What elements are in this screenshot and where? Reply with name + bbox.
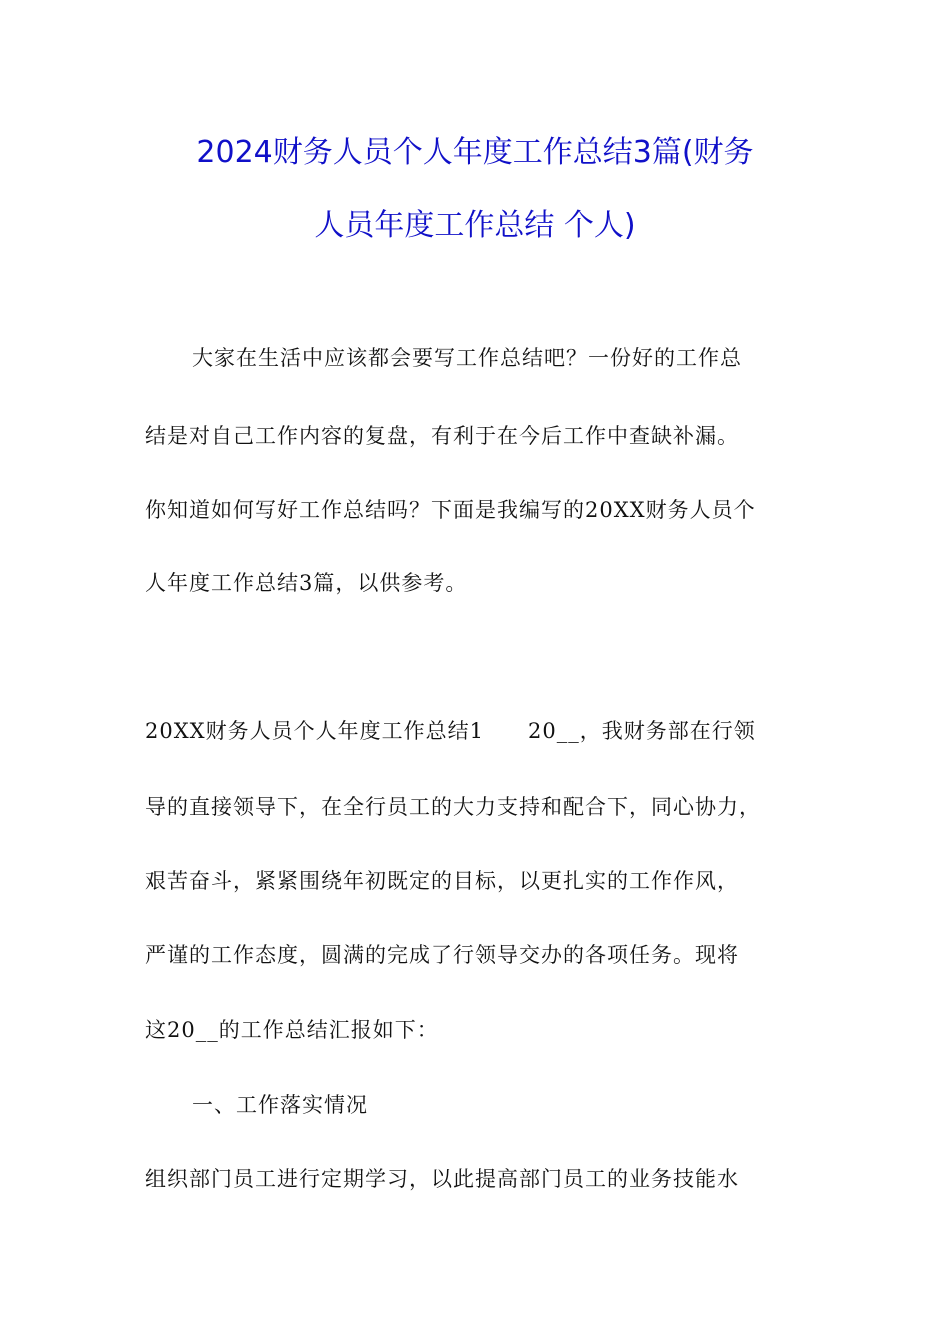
section-paragraph-line-4: 严谨的工作态度，圆满的完成了行领导交办的各项任务。现将	[145, 943, 739, 967]
intro-paragraph-line-2: 结是对自己工作内容的复盘，有利于在今后工作中查缺补漏。	[145, 424, 739, 448]
intro-paragraph-line-1: 大家在生活中应该都会要写工作总结吧？一份好的工作总	[192, 346, 742, 370]
section-heading: 一、工作落实情况	[192, 1093, 368, 1117]
body-paragraph-line-1: 组织部门员工进行定期学习，以此提高部门员工的业务技能水	[145, 1167, 739, 1191]
section-paragraph-line-5: 这20__的工作总结汇报如下：	[145, 1018, 439, 1042]
document-title-line-1: 2024财务人员个人年度工作总结3篇(财务	[196, 135, 754, 170]
section-paragraph-line-1: 20XX财务人员个人年度工作总结1 20__，我财务部在行领	[145, 719, 756, 743]
document-title-line-2: 人员年度工作总结 个人)	[314, 208, 636, 243]
section-paragraph-line-2: 导的直接领导下，在全行员工的大力支持和配合下，同心协力，	[145, 795, 761, 819]
intro-paragraph-line-4: 人年度工作总结3篇，以供参考。	[145, 571, 468, 595]
intro-paragraph-line-3: 你知道如何写好工作总结吗？下面是我编写的20XX财务人员个	[145, 498, 756, 522]
section-paragraph-line-3: 艰苦奋斗，紧紧围绕年初既定的目标，以更扎实的工作作风，	[145, 869, 739, 893]
